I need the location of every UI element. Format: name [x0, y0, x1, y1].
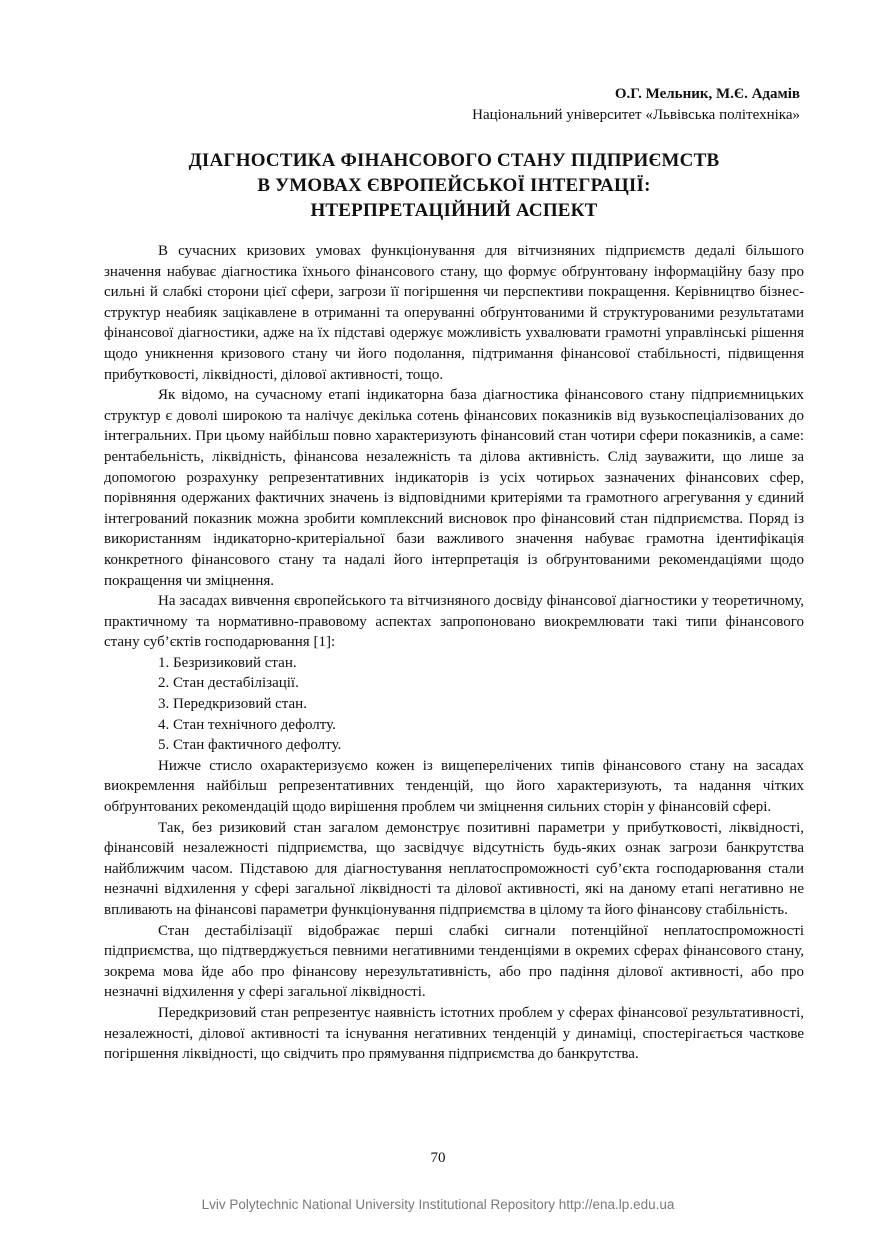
list-item: 3. Передкризовий стан.: [158, 696, 307, 713]
list-item: 4. Стан технічного дефолту.: [158, 716, 336, 733]
list-item: 2. Стан дестабілізації.: [158, 675, 299, 692]
paragraph: Передкризовий стан репрезентує наявність істотних проблем у сферах фінансової результативності, незалежності, ділової активності та існування негативних тенденцій у динаміці, спостерігається часткове погіршення ліквідності, що свідчить про прямування підприємства до банкрутства.: [104, 1004, 804, 1063]
article-body: [104, 241, 804, 1065]
article-title: [104, 148, 804, 223]
list-item: 5. Стан фактичного дефолту.: [158, 737, 342, 754]
paragraph: Так, без ризиковий стан загалом демонструє позитивні параметри у прибутковості, ліквідності, фінансовій незалежності підприємства, що засвідчує відсутність будь-яких ознак загрози банкрутства найближчим часом. Підставою для діагностування неплатоспроможності суб’єкта господарювання стали незначні відхилення у сфері загальної ліквідності та ділової активності, які на даному етапі негативно не впливають на фінансові параметри функціонування підприємства в цілому та його фінансову стабільність.: [104, 819, 804, 918]
affiliation: Національний університет «Львівська політехніка»: [472, 107, 800, 123]
list-item: 1. Безризиковий стан.: [158, 654, 297, 671]
paragraph: В сучасних кризових умовах функціонування для вітчизняних підприємств дедалі більшого значення набуває діагностика їхнього фінансового стану, що формує обґрунтовану інформаційну базу про сильні й слабкі сторони цієї сфери, загрози її погіршення чи перспективи покращення. Керівництво бізнес-структур неабияк зацікавлене в отриманні та оперуванні обґрунтованими й структурованими результатами фінансової діагностики, адже на їх підставі одержує можливість ухвалювати грамотні управлінські рішення щодо уникнення кризового стану чи його подолання, підтримання фінансової стабільності, підвищення прибутковості, ліквідності, ділової активності, тощо.: [104, 243, 804, 383]
page-number: 70: [430, 1150, 446, 1166]
paragraph: На засадах вивчення європейського та вітчизняного досвіду фінансової діагностики у теоретичному, практичному та нормативно-правовому аспектах запропоновано виокремлювати такі типи фінансового стану суб’єктів господарювання [1]:: [104, 593, 804, 651]
title-line-2: В УМОВАХ ЄВРОПЕЙСЬКОЇ ІНТЕГРАЦІЇ:: [257, 175, 651, 196]
paragraph: Стан дестабілізації відображає перші слабкі сигнали потенційної неплатоспроможності підприємства, що підтверджується певними негативними тенденціями в окремих сферах фінансового стану, зокрема мова йде або про фінансову нерезультативність, або про падіння ділової активності, або про незначні відхилення у сфері загальної ліквідності.: [104, 922, 804, 1001]
paragraph: Нижче стисло охарактеризуємо кожен із вищеперелічених типів фінансового стану на засадах виокремлення найбільш репрезентативних тенденцій, що його характеризують, та надання чітких обґрунтованих рекомендацій щодо вирішення проблем чи зміцнення сильних сторін у фінансовій сфері.: [104, 757, 804, 816]
author-block: [472, 84, 800, 126]
financial-state-list: [104, 653, 804, 756]
repository-footer: Lviv Polytechnic National University Institutional Repository http://ena.lp.edu.ua: [201, 1197, 675, 1212]
paragraph: Як відомо, на сучасному етапі індикаторна база діагностика фінансового стану підприємницьких структур є доволі широкою та налічує декілька сотень фінансових показників від вузькоспеціалізованих до інтегральних. При цьому найбільш повно характеризують фінансовий стан чотири сфери показників, а саме: рентабельність, ліквідність, фінансова незалежність та ділова активність. Слід зауважити, що лише за допомогою розрахунку репрезентативних індикаторів із усіх чотирьох зазначених фінансових сфер, порівняння одержаних фактичних значень із відповідними критеріями та грамотного агрегування у єдиний інтегрований показник можна зробити комплексний висновок про фінансовий стан підприємства. Поряд із використанням індикаторно-критеріальної бази важливого значення набуває грамотна ідентифікація конкретного фінансового стану та надалі його інтерпретація із обґрунтованими рекомендаціями щодо покращення чи зміцнення.: [104, 387, 804, 589]
title-line-1: ДІАГНОСТИКА ФІНАНСОВОГО СТАНУ ПІДПРИЄМСТВ: [188, 150, 720, 171]
title-line-3: НТЕРПРЕТАЦІЙНИЙ АСПЕКТ: [310, 200, 598, 221]
author-names: О.Г. Мельник, М.Є. Адамів: [614, 86, 800, 102]
